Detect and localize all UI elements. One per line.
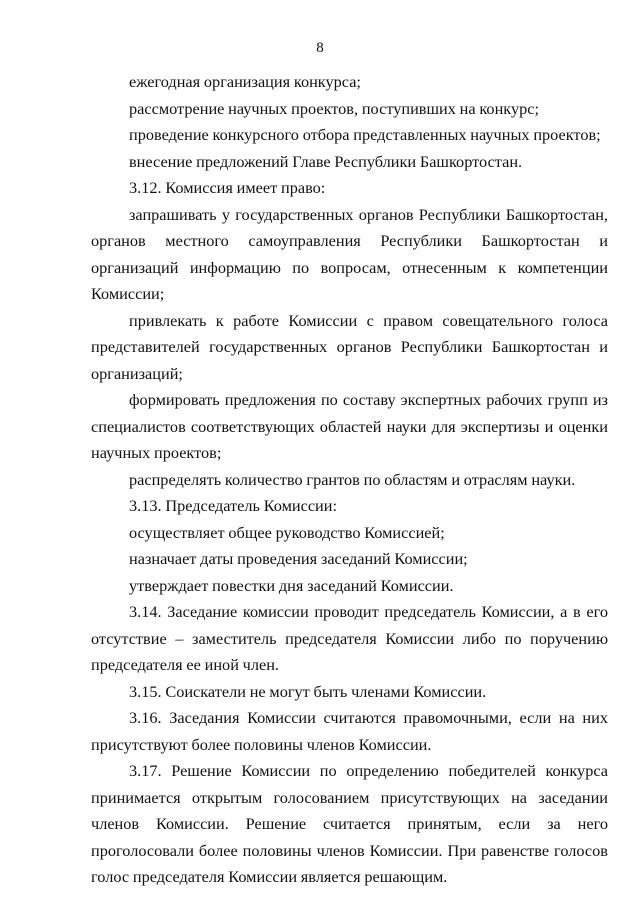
paragraph-expert-groups: формировать предложения по составу экспертных рабочих групп из специалистов соответствующих областей науки для экспертизы и оценки научных проектов;: [91, 390, 608, 462]
document-body: [91, 69, 608, 891]
paragraph-3-12-heading: 3.12. Комиссия имеет право:: [129, 178, 326, 197]
paragraph-3-14: 3.14. Заседание комиссии проводит председатель Комиссии, а в его отсутствие – заместитель председателя Комиссии либо по поручению председателя ее иной член.: [91, 602, 608, 674]
paragraph-3-13-heading: 3.13. Председатель Комиссии:: [129, 496, 338, 515]
paragraph-review-projects: рассмотрение научных проектов, поступивших на конкурс;: [129, 98, 539, 118]
paragraph-organization: ежегодная организация конкурса;: [129, 72, 361, 91]
paragraph-involve-representatives: привлекать к работе Комиссии с правом совещательного голоса представителей государственных органов Республики Башкортостан и организаций;: [91, 310, 608, 383]
paragraph-3-17: 3.17. Решение Комиссии по определению победителей конкурса принимается открытым голосованием присутствующих на заседании членов Комиссии. Решение считается принятым, если за него проголосовали более половины членов Комиссии. При равенстве голосов голос председателя Комиссии является решающим.: [91, 761, 608, 886]
paragraph-distribute-grants: распределять количество грантов по областям и отраслям науки.: [129, 469, 576, 489]
paragraph-selection: проведение конкурсного отбора представленных научных проектов;: [129, 125, 601, 144]
paragraph-general-management: осуществляет общее руководство Комиссией;: [129, 522, 445, 542]
paragraph-proposals: внесение предложений Главе Республики Башкортостан.: [129, 151, 523, 171]
paragraph-agenda: утверждает повестки дня заседаний Комиссии.: [129, 575, 454, 595]
paragraph-request-info: запрашивать у государственных органов Республики Башкортостан, органов местного самоуправления Республики Башкортостан и организаций информацию по вопросам, отнесенным к компетенции Комиссии;: [91, 204, 608, 303]
page-number: 8: [316, 40, 324, 56]
paragraph-meeting-dates: назначает даты проведения заседаний Комиссии;: [129, 549, 468, 568]
paragraph-3-15: 3.15. Соискатели не могут быть членами Комиссии.: [129, 681, 487, 701]
paragraph-3-16: 3.16. Заседания Комиссии считаются правомочными, если на них присутствуют более половины членов Комиссии.: [91, 708, 608, 754]
